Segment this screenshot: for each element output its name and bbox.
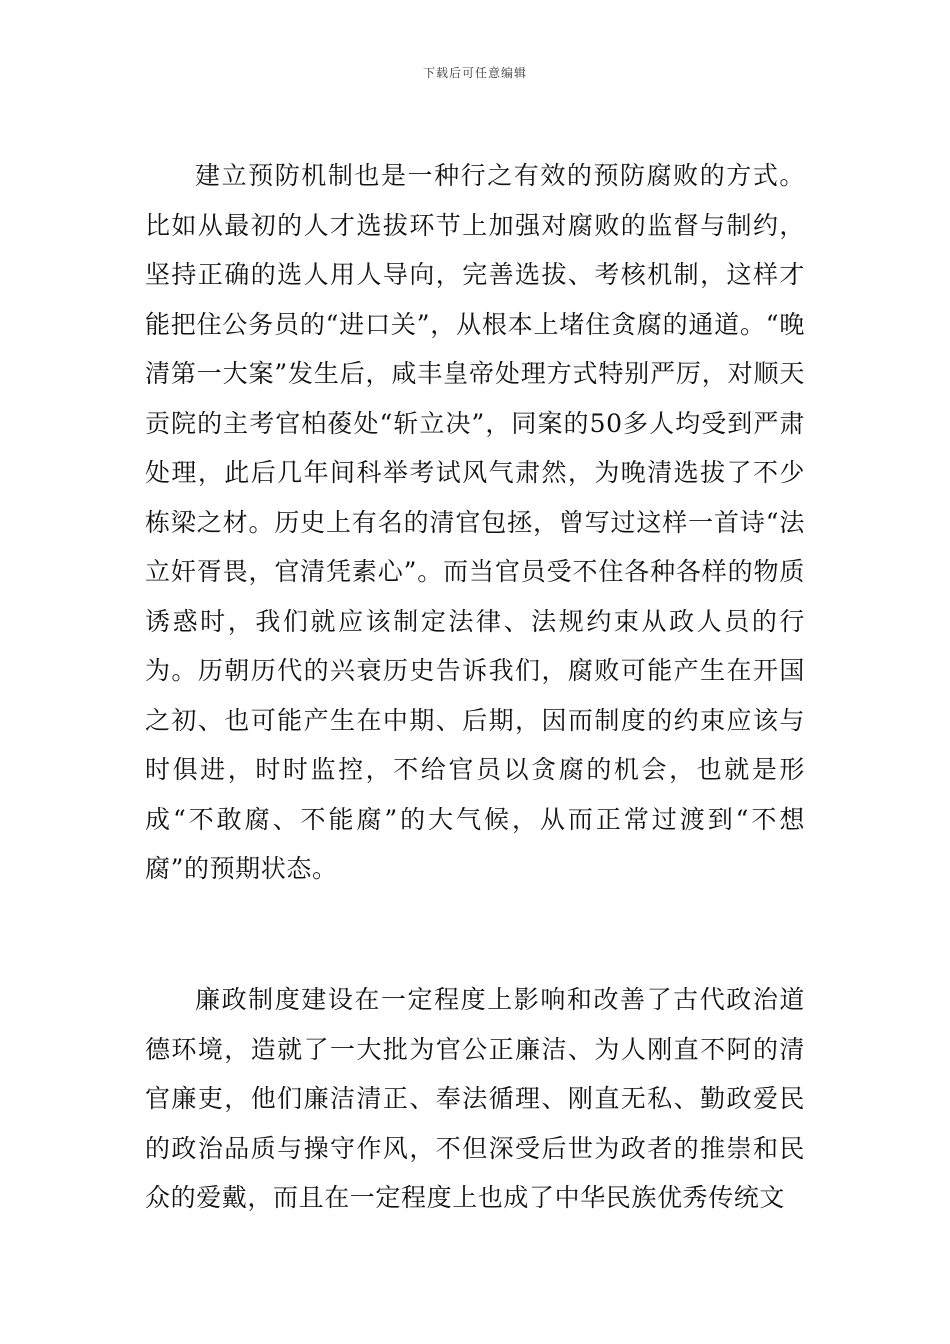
paragraph-text: 建立预防机制也是一种行之有效的预防腐败的方式。比如从最初的人才选拔环节上加强对腐败的监督与制约，坚持正确的选人用人导向，完善选拔、考核机制，这样才能把住公务员的“进口关”，从根本上堵住贪腐的通道。“晚清第一大案”发生后，咸丰皇帝处理方式特别严厉，对顺天贡院的主考官柏葰处“斩立决”，同案的50多人均受到严肃处理，此后几年间科举考试风气肃然，为晚清选拔了不少栋梁之材。历史上有名的清官包拯，曾写过这样一首诗“法立奸胥畏，官清凭素心”。而当官员受不住各种各样的物质诱惑时，我们就应该制定法律、法规约束从政人员的行为。历朝历代的兴衰历史告诉我们，腐败可能产生在开国之初、也可能产生在中期、后期，因而制度的约束应该与时俱进，时时监控，不给官员以贪腐的机会，也就是形成“不敢腐、不能腐”的大气候，从而正常过渡到“不想腐”的预期状态。: [145, 161, 805, 883]
paragraph-text: 廉政制度建设在一定程度上影响和改善了古代政治道德环境，造就了一大批为官公正廉洁、为人刚直不阿的清官廉吏，他们廉洁清正、奉法循理、刚直无私、勤政爱民的政治品质与操守作风，不但深受后世为政者的推崇和民众的爱戴，而且在一定程度上也成了中华民族优秀传统文: [145, 985, 805, 1212]
body-paragraph-1: [145, 151, 805, 894]
body-paragraph-2: [145, 975, 805, 1223]
page-header: 下载后可任意编辑: [422, 66, 527, 80]
